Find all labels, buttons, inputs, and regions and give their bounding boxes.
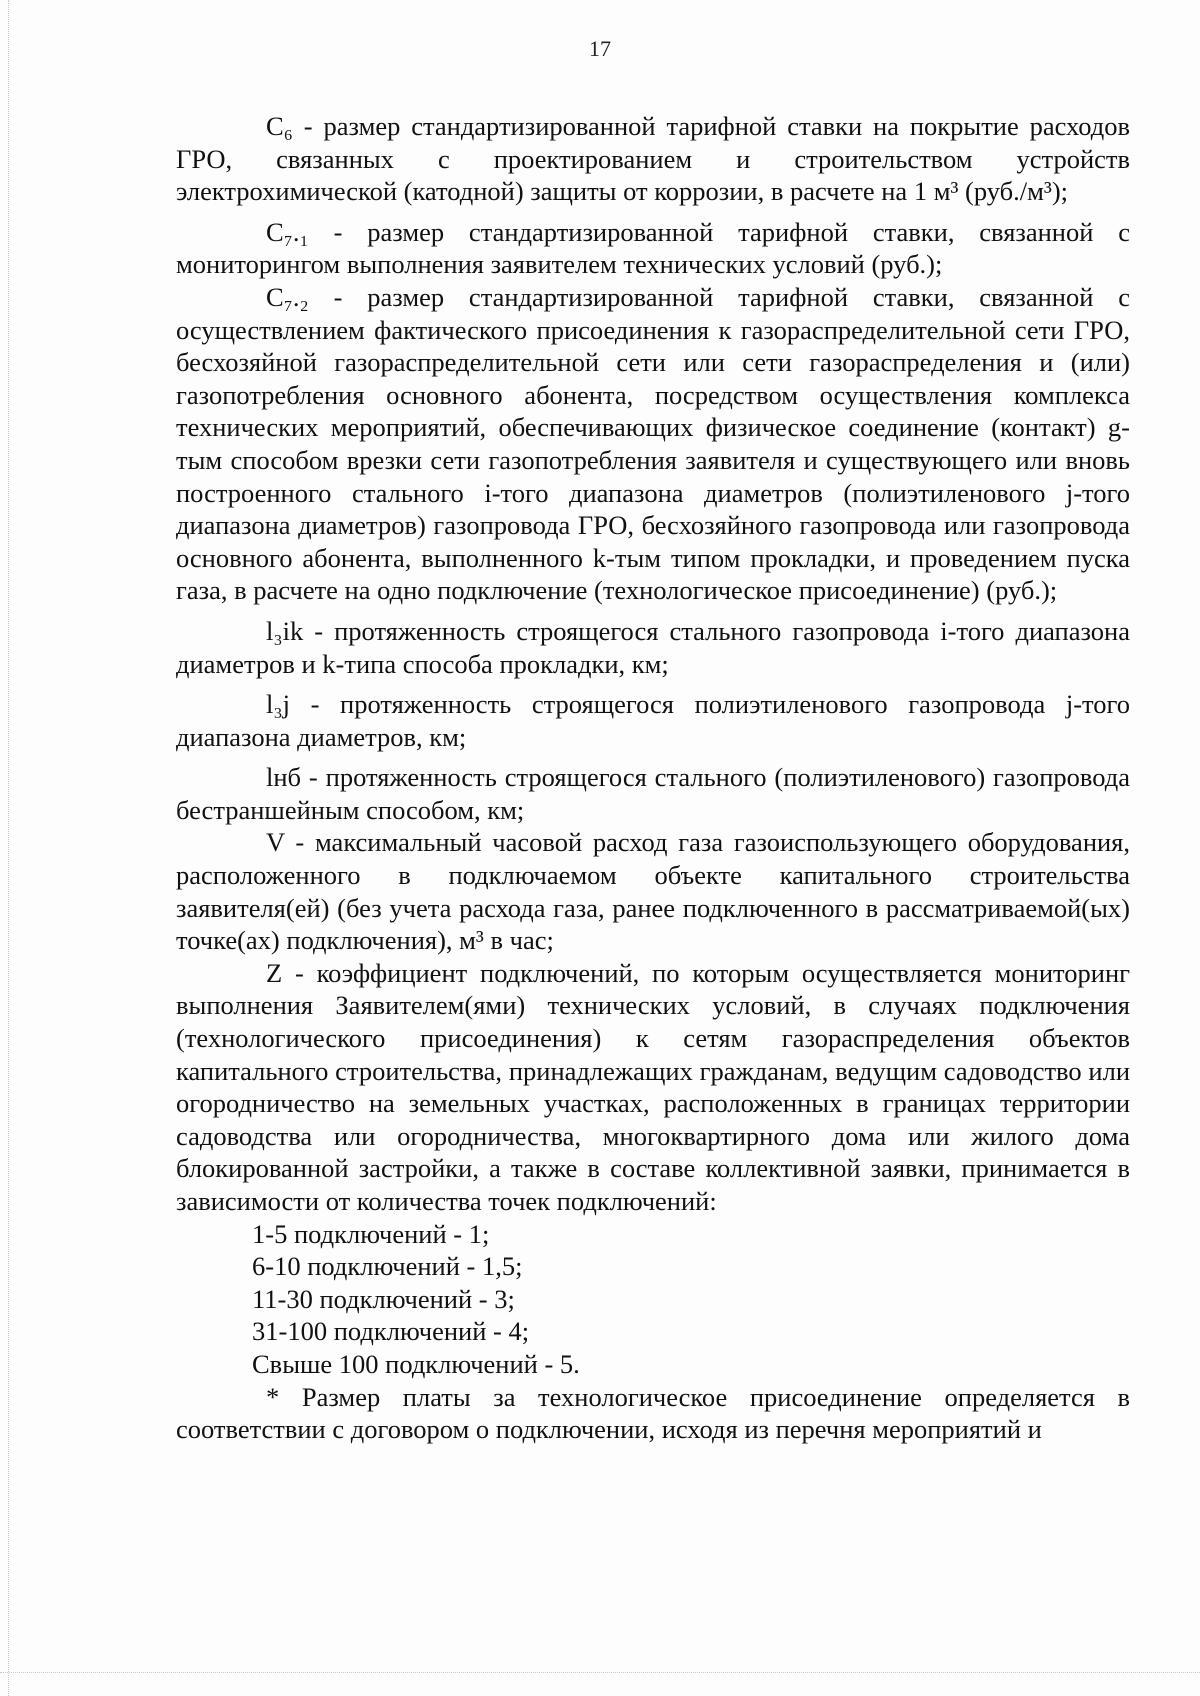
definition-text: - размер стандартизированной тарифной ставки на покрытие расходов ГРО, связанных с проектированием и строительством устройств электрохимической (катодной) защиты от коррозии, в расчете на 1 м³ (руб./м³); <box>176 111 1130 207</box>
page-number: 17 <box>589 36 611 61</box>
definition-text: - протяженность строящегося стального газопровода i-того диапазона диаметров и k-типа способа прокладки, км; <box>176 615 1130 679</box>
definition-text: - размер стандартизированной тарифной ставки, связанной с мониторингом выполнения заявителем технических условий (руб.); <box>176 216 1130 280</box>
definition-l3ik <box>176 615 1130 680</box>
list-item: 31-100 подключений - 4; <box>252 1316 530 1347</box>
definition-z <box>176 957 1130 1218</box>
symbol: lнб <box>266 762 302 793</box>
page-edge-line <box>8 0 10 1696</box>
definition-c71 <box>176 216 1130 281</box>
list-item: Свыше 100 подключений - 5. <box>252 1348 580 1379</box>
footnote-mark: * <box>266 1381 280 1412</box>
definition-text: - коэффициент подключений, по которым осуществляется мониторинг выполнения Заявителем(ями) технических условий, в случаях подключения (технологического присоединения) к сетям газораспределения объектов капитального строительства, принадлежащих гражданам, ведущим садоводство или огородничество на земельных участках, расположенных в границах территории садоводства или огородничества, многоквартирного дома или жилого дома блокированной застройки, а также в составе коллективной заявки, принимается в зависимости от количества точек подключений: <box>176 957 1130 1216</box>
symbol: l₃j <box>266 689 290 720</box>
definition-lnb <box>176 761 1130 826</box>
scan-bottom-line <box>0 1672 1200 1673</box>
symbol: V <box>266 827 285 858</box>
definition-v <box>176 826 1130 956</box>
symbol: C₇.₁ <box>266 216 309 247</box>
symbol: l₃ik <box>266 615 304 646</box>
coefficient-list <box>176 1218 1130 1381</box>
list-item: 6-10 подключений - 1,5; <box>252 1251 523 1282</box>
definition-l3j <box>176 688 1130 753</box>
footnote <box>176 1381 1130 1446</box>
definition-c6 <box>176 110 1130 208</box>
definition-text: - протяженность строящегося полиэтиленового газопровода j-того диапазона диаметров, км; <box>176 689 1130 752</box>
definition-text: - максимальный часовой расход газа газоиспользующего оборудования, расположенного в подключаемом объекте капитального строительства заявителя(ей) (без учета расхода газа, ранее подключенного в рассматриваемой(ых) точке(ах) подключения), м³ в час; <box>176 827 1130 956</box>
symbol: C₆ <box>266 111 293 141</box>
list-item: 1-5 подключений - 1; <box>252 1218 490 1249</box>
definition-text: - размер стандартизированной тарифной ставки, связанной с осуществлением фактического присоединения к газораспределительной сети ГРО, бесхозяйной газораспределительной сети или сети газораспределения и (или) газопотребления основного абонента, посредством осуществления комплекса технических мероприятий, обеспечивающих физическое соединение (контакт) g-тым способом врезки сети газопотребления заявителя и существующего или вновь построенного стального i-того диапазона диаметров (полиэтиленового j-того диапазона диаметров) газопровода ГРО, бесхозяйного газопровода или газопровода основного абонента, выполненного k-тым типом прокладки, и проведением пуска газа, в расчете на одно подключение (технологическое присоединение) (руб.); <box>176 281 1130 606</box>
footnote-text: Размер платы за технологическое присоединение определяется в соответствии с договором о подключении, исходя из перечня мероприятий и <box>176 1381 1130 1445</box>
symbol: C₇.₂ <box>266 281 309 312</box>
definition-text: - протяженность строящегося стального (полиэтиленового) газопровода бестраншейным способом, км; <box>176 762 1130 825</box>
list-item: 11-30 подключений - 3; <box>252 1283 515 1314</box>
document-body <box>176 110 1130 1446</box>
definition-c72 <box>176 281 1130 607</box>
symbol: Z <box>266 957 283 988</box>
